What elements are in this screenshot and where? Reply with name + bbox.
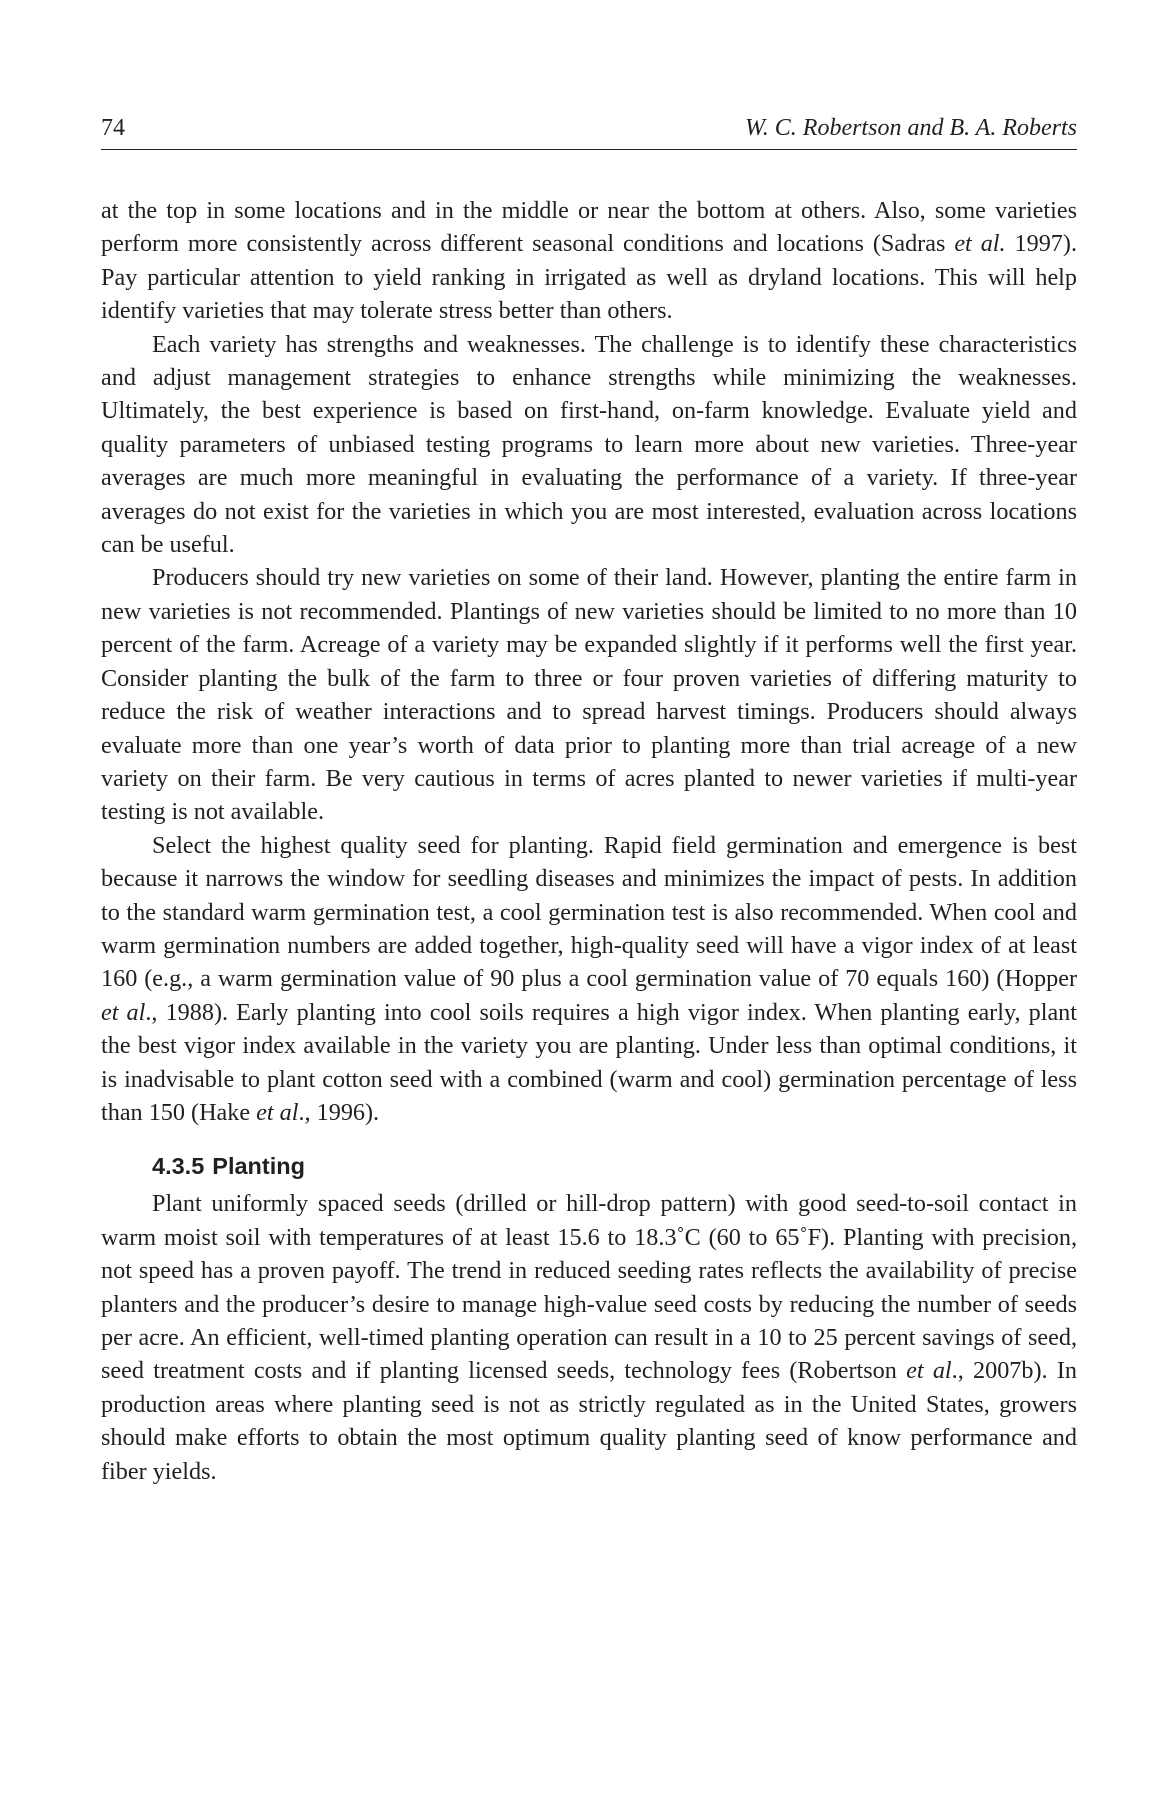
section-title: Planting	[212, 1153, 305, 1180]
text-run: at the top in some locations and in the middle or near the bottom at others. Also, some varieties perform more consistently across different seasonal conditions and locations (Sadras	[101, 197, 1077, 258]
text-run: 1997). Pay particular attention to yield ranking in irrigated as well as dryland locations. This will help identify varieties that may tolerate stress better than others.	[101, 230, 1077, 325]
section-number: 4.3.5	[152, 1153, 205, 1180]
text-run: Plant uniformly spaced seeds (drilled or hill-drop pattern) with good seed-to-soil contact in warm moist soil with temperatures of at least 15.6 to 18.3˚C (60 to 65˚F). Planting with precision, not speed has a proven payoff. The trend in reduced seeding rates reflects the availability of precise planters and the producer’s desire to manage high-value seed costs by reducing the number of seeds per acre. An efficient, well-timed planting operation can result in a 10 to 25 percent savings of seed, seed treatment costs and if planting licensed seeds, technology fees (Robertson	[101, 1190, 1077, 1385]
page-number: 74	[101, 115, 125, 141]
paragraph-seed-quality	[101, 829, 1077, 1130]
citation-et-al: et al	[256, 1098, 299, 1126]
text-run: Select the highest quality seed for planting. Rapid field germination and emergence is best because it narrows the window for seedling diseases and minimizes the impact of pests. In addition to the standard warm germination test, a cool germination test is also recommended. When cool and warm germination numbers are added together, high-quality seed will have a vigor index of at least 160 (e.g., a warm germination value of 90 plus a cool germination value of 70 equals 160) (Hopper	[101, 831, 1077, 993]
body-text	[101, 194, 1077, 1488]
running-header	[101, 113, 1077, 150]
paragraph-planting	[101, 1187, 1077, 1488]
section-heading	[152, 1147, 1077, 1185]
paragraph-variety-strengths: Each variety has strengths and weaknesses. The challenge is to identify these characteristics and adjust management strategies to enhance strengths while minimizing the weaknesses. Ultimately, the best experience is based on first-hand, on-farm knowledge. Evaluate yield and quality parameters of unbiased testing programs to learn more about new varieties. Three-year averages are much more meaningful in evaluating the performance of a variety. If three-year averages do not exist for the varieties in which you are most interested, evaluation across locations can be useful.	[101, 330, 1077, 559]
text-run: ., 1988). Early planting into cool soils requires a high vigor index. When planting early, plant the best vigor index available in the variety you are planting. Under less than optimal conditions, it is inadvisable to plant cotton seed with a combined (warm and cool) germination percentage of less than 150 (Hake	[101, 998, 1077, 1126]
paragraph-new-varieties: Producers should try new varieties on some of their land. However, planting the entire farm in new varieties is not recommended. Plantings of new varieties should be limited to no more than 10 percent of the farm. Acreage of a variety may be expanded slightly if it performs well the first year. Consider planting the bulk of the farm to three or four proven varieties of differing maturity to reduce the risk of weather interactions and to spread harvest timings. Producers should always evaluate more than one year’s worth of data prior to planting more than trial acreage of a new variety on their farm. Be very cautious in terms of acres planted to newer varieties if multi-year testing is not available.	[101, 564, 1077, 826]
citation-et-al: et al	[101, 998, 146, 1026]
citation-et-al: et al	[906, 1357, 952, 1385]
paragraph-continued	[101, 194, 1077, 328]
citation-et-al: et al.	[954, 230, 1006, 258]
text-run: ., 1996).	[298, 1098, 380, 1126]
running-head-authors: W. C. Robertson and B. A. Roberts	[744, 115, 1077, 141]
text-run: ., 2007b). In production areas where planting seed is not as strictly regulated as in the United States, growers should make efforts to obtain the most optimum quality planting seed of know performance and fiber yields.	[101, 1357, 1078, 1485]
